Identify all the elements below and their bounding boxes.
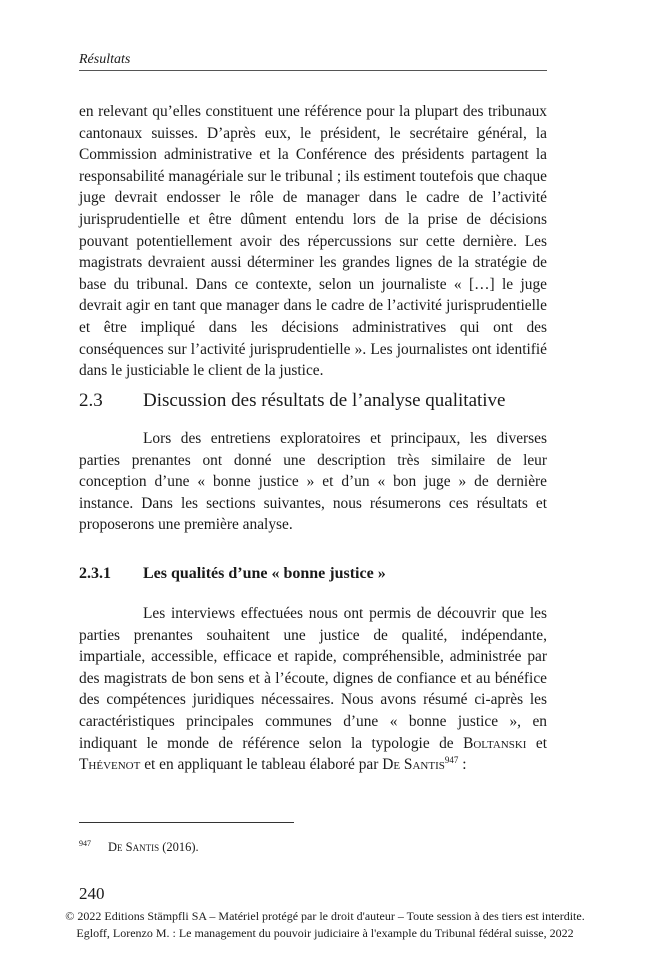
section-title: Les qualités d’une « bonne justice » [143,565,386,582]
footnote-text: (2016). [159,840,199,855]
copyright-line: Egloff, Lorenzo M. : Le management du pouvoir judiciaire à l'example du Tribunal fédéral suisse, 2022 [76,926,574,940]
section-number: 2.3.1 [79,565,111,582]
body-paragraph [79,603,547,776]
paragraph-text: : [458,756,467,774]
footnote [79,836,199,855]
footnote-divider [79,822,294,823]
section-heading-2-3 [79,388,559,414]
section-title: Discussion des résultats de l’analyse qualitative [143,390,506,411]
running-head: Résultats [79,51,547,71]
author-name: Boltanski [463,734,527,752]
paragraph-text: et [526,734,547,752]
copyright-notice [0,908,650,942]
paragraph-text: et en appliquant le tableau élaboré par [140,756,383,774]
footnote-author: De Santis [108,840,160,855]
body-paragraph: Lors des entretiens exploratoires et principaux, les diverses parties prenantes ont donné une description très similaire de leur conception d’une « bonne justice » et d’un « bon juge » de dernière instance. Dans les sections suivantes, nous résumerons ces résultats et proposerons une première analyse. [79,430,547,534]
author-name: De Santis [382,756,445,774]
copyright-line: © 2022 Editions Stämpfli SA – Matériel protégé par le droit d'auteur – Toute session à des tiers est interdite. [65,909,585,923]
author-name: Thévenot [79,756,141,774]
section-heading-2-3-1 [79,563,559,585]
section-number: 2.3 [79,390,103,411]
footnote-number: 947 [79,839,91,848]
body-paragraph: en relevant qu’elles constituent une référence pour la plupart des tribunaux cantonaux suisses. D’après eux, le président, le secrétaire général, la Commission administrative et la Conférence des présidents partagent la responsabilité managériale sur le tribunal ; ils estiment toutefois que chaque juge devrait endosser le rôle de manager dans le cadre de l’activité jurisprudentielle et être dûment entendu lors de la prise de décisions pouvant potentiellement avoir des répercussions sur cette dernière. Les magistrats devraient aussi déterminer les grandes lignes de la stratégie de base du tribunal. Dans ce contexte, selon un journaliste « […] le juge devrait agir en tant que manager dans le cadre de l’activité jurisprudentielle et être impliqué dans les décisions administratives qui ont des conséquences sur l’activité jurisprudentielle ». Les journalistes ont identifié dans le justiciable le client de la justice. [79,103,547,380]
footnote-reference: 947 [444,755,459,766]
page-number: 240 [79,884,105,903]
paragraph-text: Les interviews effectuées nous ont permis de découvrir que les parties prenantes souhaitent une justice de qualité, indépendante, impartiale, accessible, efficace et rapide, compréhensible, administrée par des magistrats de bon sens et à l’écoute, dignes de confiance et au bénéfice des compétences juridiques nécessaires. Nous avons résumé ci-après les caractéristiques principales communes d’une « bonne justice », en indiquant le monde de référence selon la typologie de [79,605,547,752]
